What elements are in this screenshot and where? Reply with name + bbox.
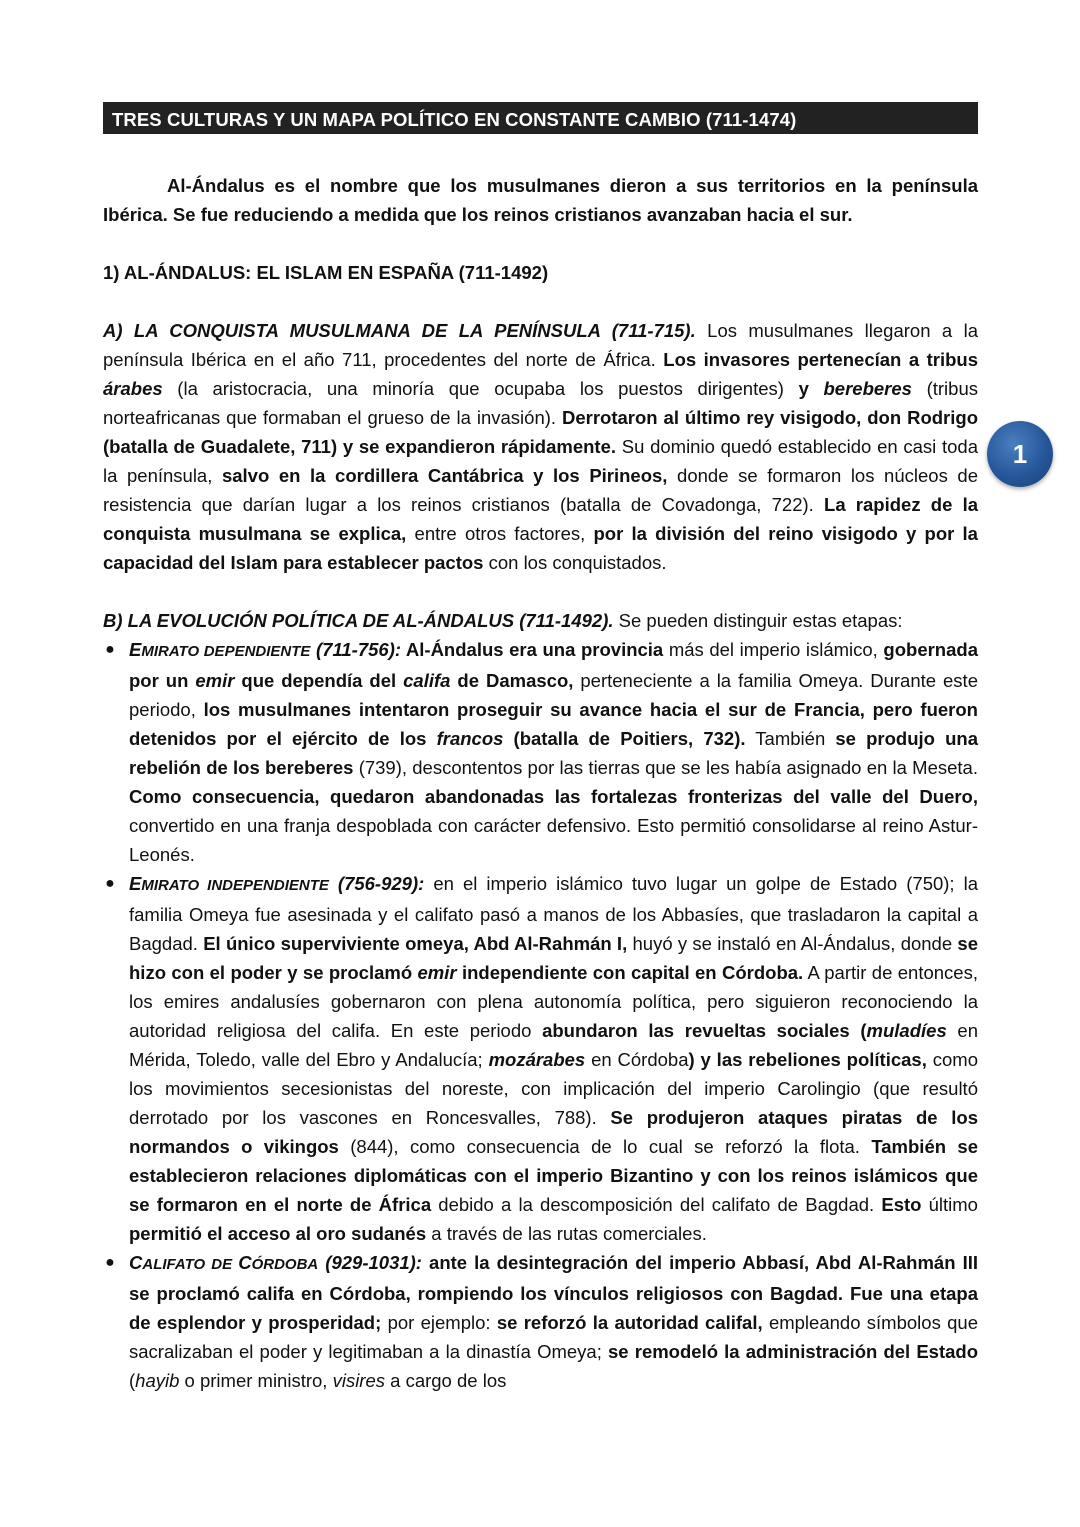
term-arabes: árabes bbox=[103, 378, 163, 399]
text-span: donde se formaron los núcleos de resistencia que darían lugar a los reinos cristianos (batalla de Covadonga, 722). bbox=[103, 465, 978, 515]
term-bereberes: bereberes bbox=[823, 378, 912, 399]
text-span: (la aristocracia, una minoría que ocupaba los puestos dirigentes) bbox=[162, 378, 799, 399]
etapas-list bbox=[103, 635, 978, 1395]
bold-span: por la división del reino visigodo y por la capacidad del Islam para establecer pactos bbox=[103, 523, 978, 573]
text-span: o primer ministro, bbox=[179, 1370, 333, 1391]
text-span: Se pueden distinguir estas etapas: bbox=[613, 610, 903, 631]
text-span: ( bbox=[129, 1370, 136, 1391]
bold-span: y bbox=[798, 378, 824, 399]
bold-span: La rapidez de la conquista musulmana se explica, bbox=[103, 494, 979, 544]
term-francos: francos bbox=[436, 728, 504, 749]
bold-span: El único superviviente omeya, Abd Al-Rahmán I, bbox=[203, 933, 628, 954]
text-span: en el imperio islámico tuvo lugar un golpe de Estado (750); la familia Omeya fue asesinada y el califato pasó a manos de los Abbasíes, que trasladaron la capital a Bagdad. bbox=[129, 873, 979, 954]
bold-span: permitió el acceso al oro sudanés bbox=[129, 1223, 427, 1244]
list-item-califato-cordoba bbox=[103, 1248, 978, 1395]
list-item-emirato-dependiente bbox=[103, 635, 978, 869]
text-span: por ejemplo: bbox=[381, 1312, 497, 1333]
text-span: a cargo de los bbox=[385, 1370, 507, 1391]
item-heading: EMIRATO INDEPENDIENTE (756-929): bbox=[129, 873, 425, 894]
list-item-emirato-independiente bbox=[103, 869, 978, 1248]
subheading-conquista: A) LA CONQUISTA MUSULMANA DE LA PENÍNSULA (711-715). bbox=[103, 320, 696, 341]
bold-span: los musulmanes intentaron proseguir su avance hacia el sur de Francia, pero fueron detenidos por el ejército de los bbox=[129, 699, 978, 749]
text-span: (739), descontentos por las tierras que se les había asignado en la Meseta. bbox=[353, 757, 978, 778]
text-span: A partir de entonces, los emires andalusíes gobernaron con plena autonomía política, pero siguieron reconociendo la autoridad religiosa del califa. En este periodo bbox=[129, 962, 978, 1041]
bold-span: se produjo una rebelión de los bereberes bbox=[129, 728, 978, 778]
section-heading-al-andalus: 1) AL-ÁNDALUS: EL ISLAM EN ESPAÑA (711-1492) bbox=[103, 262, 549, 283]
text-span: También bbox=[745, 728, 836, 749]
bold-span: se hizo con el poder y se proclamó bbox=[129, 933, 978, 983]
bold-span: ) y las rebeliones políticas, bbox=[688, 1049, 927, 1070]
term-muladies: muladíes bbox=[866, 1020, 947, 1041]
text-span: a través de las rutas comerciales. bbox=[426, 1223, 707, 1244]
bold-span: abundaron las revueltas sociales ( bbox=[542, 1020, 867, 1041]
bold-span: Esto bbox=[881, 1194, 922, 1215]
bold-span: se remodeló la administración del Estado bbox=[608, 1341, 979, 1362]
bold-span: gobernada por un bbox=[129, 639, 978, 691]
bold-span: ante la desintegración del imperio Abbasí, Abd Al-Rahmán III se proclamó califa en Córdoba, rompiendo los vínculos religiosos con Bagdad. Fue una etapa de esplendor y prosperidad; bbox=[129, 1252, 978, 1333]
item-heading: EMIRATO DEPENDIENTE (711-756): bbox=[129, 639, 402, 660]
text-span: convertido en una franja despoblada con carácter defensivo. Esto permitió consolidarse al reino Astur-Leonés. bbox=[129, 815, 978, 865]
text-span: en Mérida, Toledo, valle del Ebro y Andalucía; bbox=[129, 1020, 978, 1070]
term-visires: visires bbox=[332, 1370, 385, 1391]
bold-span: Al-Ándalus era una provincia bbox=[401, 639, 664, 660]
term-emir: emir bbox=[417, 962, 457, 983]
intro-paragraph: Al-Ándalus es el nombre que los musulmanes dieron a sus territorios en la península Ibérica. Se fue reduciendo a medida que los reinos cristianos avanzaban hacia el sur. bbox=[103, 175, 978, 225]
item-heading: CALIFATO DE CÓRDOBA (929-1031): bbox=[129, 1252, 422, 1273]
text-span: huyó y se instaló en Al-Ándalus, donde bbox=[627, 933, 958, 954]
text-span: Los musulmanes llegaron a la península Ibérica en el año 711, procedentes del norte de África. bbox=[103, 320, 979, 370]
bold-span: Los invasores pertenecían a tribus bbox=[663, 349, 979, 370]
text-span: con los conquistados. bbox=[483, 552, 667, 573]
text-span: entre otros factores, bbox=[406, 523, 594, 544]
bold-span: Se produjeron ataques piratas de los normandos o vikingos bbox=[129, 1107, 978, 1157]
bullet-icon: ● bbox=[105, 641, 115, 658]
document-title: TRES CULTURAS Y UN MAPA POLÍTICO EN CONSTANTE CAMBIO (711-1474) bbox=[103, 102, 978, 134]
document-page bbox=[103, 102, 978, 1395]
term-hayib: hayib bbox=[135, 1370, 180, 1391]
text-span: empleando símbolos que sacralizaban el poder y legitimaban a la dinastía Omeya; bbox=[129, 1312, 978, 1362]
bold-span: Como consecuencia, quedaron abandonadas las fortalezas fronterizas del valle del Duero, bbox=[129, 786, 978, 807]
bold-span: Derrotaron al último rey visigodo, don Rodrigo (batalla de Guadalete, 711) y se expandieron rápidamente. bbox=[103, 407, 978, 457]
text-span: perteneciente a la familia Omeya. Durante este periodo, bbox=[129, 670, 978, 720]
bold-span: de Damasco, bbox=[450, 670, 574, 691]
bullet-icon: ● bbox=[105, 1254, 115, 1271]
text-span: en Córdoba bbox=[585, 1049, 689, 1070]
text-span: más del imperio islámico, bbox=[663, 639, 884, 660]
text-span: último bbox=[921, 1194, 978, 1215]
term-mozarabes: mozárabes bbox=[488, 1049, 586, 1070]
term-califa: califa bbox=[403, 670, 451, 691]
paragraph-evolucion bbox=[103, 606, 978, 635]
text-span: como los movimientos secesionistas del noreste, con implicación del imperio Carolingio (que resultó derrotado por los vascones en Roncesvalles, 788). bbox=[129, 1049, 978, 1128]
subheading-evolucion: B) LA EVOLUCIÓN POLÍTICA DE AL-ÁNDALUS (711-1492). bbox=[103, 610, 614, 631]
bold-span: se reforzó la autoridad califal, bbox=[496, 1312, 763, 1333]
text-span: Su dominio quedó establecido en casi toda la península, bbox=[103, 436, 978, 486]
bold-span: que dependía del bbox=[234, 670, 404, 691]
paragraph-conquista bbox=[103, 316, 978, 577]
bullet-icon: ● bbox=[105, 875, 115, 892]
bold-span: salvo en la cordillera Cantábrica y los Pirineos, bbox=[221, 465, 668, 486]
bold-span: independiente con capital en Córdoba. bbox=[456, 962, 804, 983]
text-span: (tribus norteafricanas que formaban el grueso de la invasión). bbox=[103, 378, 978, 428]
bold-span: (batalla de Poitiers, 732). bbox=[503, 728, 746, 749]
text-span: debido a la descomposición del califato de Bagdad. bbox=[431, 1194, 882, 1215]
text-span: (844), como consecuencia de lo cual se reforzó la flota. bbox=[338, 1136, 872, 1157]
page-number-badge: 1 bbox=[987, 421, 1053, 487]
term-emir: emir bbox=[195, 670, 235, 691]
bold-span: También se establecieron relaciones diplomáticas con el imperio Bizantino y con los reinos islámicos que se formaron en el norte de África bbox=[129, 1136, 979, 1215]
